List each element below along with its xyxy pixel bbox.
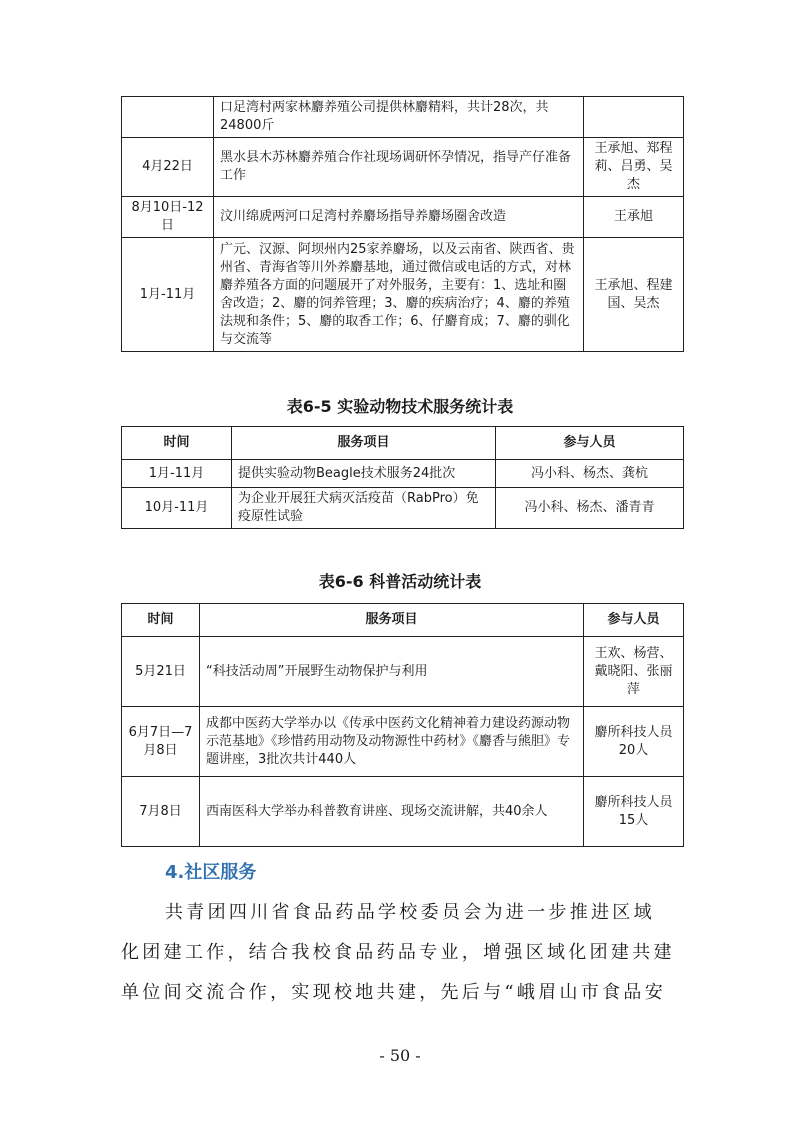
table-row bbox=[122, 460, 684, 488]
paragraph-line: 共青团四川省食品药品学校委员会为进一步推进区域 bbox=[165, 902, 655, 923]
header-people: 参与人员 bbox=[584, 604, 684, 637]
header-item: 服务项目 bbox=[200, 604, 584, 637]
cell-item: 为企业开展狂犬病灭活疫苗（RabPro）免疫原性试验 bbox=[232, 488, 496, 529]
cell-item: 汶川绵虒两河口足湾村养麝场指导养麝场圈舍改造 bbox=[214, 197, 584, 238]
paragraph-line: 单位间交流合作，实现校地共建，先后与“峨眉山市食品安 bbox=[121, 982, 666, 1003]
header-item: 服务项目 bbox=[232, 427, 496, 460]
cell-people: 王欢、杨营、戴晓阳、张丽萍 bbox=[584, 637, 684, 707]
table-6-5-caption: 表6-5 实验动物技术服务统计表 bbox=[286, 397, 514, 416]
cell-time: 10月-11月 bbox=[122, 488, 232, 529]
section-heading: 4.社区服务 bbox=[165, 862, 257, 883]
cell-item: 广元、汉源、阿坝州内25家养麝场，以及云南省、陕西省、贵州省、青海省等川外养麝基地，通过微信或电话的方式，对林麝养殖各方面的问题展开了对外服务，主要有：1、选址和圈舍改造；2、麝的饲养管理；3、麝的疾病治疗；4、麝的养殖法规和条件；5、麝的取香工作；6、仔麝育成；7、麝的驯化与交流等 bbox=[214, 238, 584, 352]
cell-people: 王承旭 bbox=[584, 197, 684, 238]
table-header-row bbox=[122, 604, 684, 637]
cell-item: 口足湾村两家林麝养殖公司提供林麝精料，共计28次，共24800斤 bbox=[214, 97, 584, 138]
lab-animal-service-table bbox=[121, 426, 684, 529]
table-row bbox=[122, 138, 684, 197]
cell-people bbox=[584, 97, 684, 138]
cell-people: 麝所科技人员20人 bbox=[584, 707, 684, 777]
cell-item: 提供实验动物Beagle技术服务24批次 bbox=[232, 460, 496, 488]
cell-time: 4月22日 bbox=[122, 138, 214, 197]
cell-item: 西南医科大学举办科普教育讲座、现场交流讲解，共40余人 bbox=[200, 777, 584, 847]
cell-time: 5月21日 bbox=[122, 637, 200, 707]
cell-time bbox=[122, 97, 214, 138]
table-row bbox=[122, 238, 684, 352]
cell-time: 6月7日—7月8日 bbox=[122, 707, 200, 777]
table-6-6-caption: 表6-6 科普活动统计表 bbox=[318, 572, 482, 591]
cell-item: 成都中医药大学举办以《传承中医药文化精神着力建设药源动物示范基地》《珍惜药用动物及动物源性中药材》《麝香与熊胆》专题讲座，3批次共计440人 bbox=[200, 707, 584, 777]
paragraph-line: 化团建工作，结合我校食品药品专业，增强区域化团建共建 bbox=[121, 942, 675, 963]
cell-time: 1月-11月 bbox=[122, 238, 214, 352]
cell-item: “科技活动周”开展野生动物保护与利用 bbox=[200, 637, 584, 707]
header-time: 时间 bbox=[122, 427, 232, 460]
table-row bbox=[122, 777, 684, 847]
cell-item: 黑水县木苏林麝养殖合作社现场调研怀孕情况，指导产仔准备工作 bbox=[214, 138, 584, 197]
cell-people: 王承旭、程建国、吴杰 bbox=[584, 238, 684, 352]
table-header-row bbox=[122, 427, 684, 460]
table-row bbox=[122, 637, 684, 707]
cell-people: 冯小科、杨杰、潘青青 bbox=[496, 488, 684, 529]
cell-people: 麝所科技人员15人 bbox=[584, 777, 684, 847]
science-outreach-table bbox=[121, 603, 684, 847]
cell-time: 7月8日 bbox=[122, 777, 200, 847]
cell-time: 8月10日-12日 bbox=[122, 197, 214, 238]
cell-people: 王承旭、郑程莉、吕勇、吴杰 bbox=[584, 138, 684, 197]
header-time: 时间 bbox=[122, 604, 200, 637]
livestock-service-table-continued bbox=[121, 96, 684, 352]
cell-time: 1月-11月 bbox=[122, 460, 232, 488]
header-people: 参与人员 bbox=[496, 427, 684, 460]
table-row bbox=[122, 488, 684, 529]
cell-people: 冯小科、杨杰、龚杭 bbox=[496, 460, 684, 488]
table-row bbox=[122, 197, 684, 238]
page-number: - 50 - bbox=[379, 1046, 421, 1065]
table-row bbox=[122, 707, 684, 777]
table-row bbox=[122, 97, 684, 138]
